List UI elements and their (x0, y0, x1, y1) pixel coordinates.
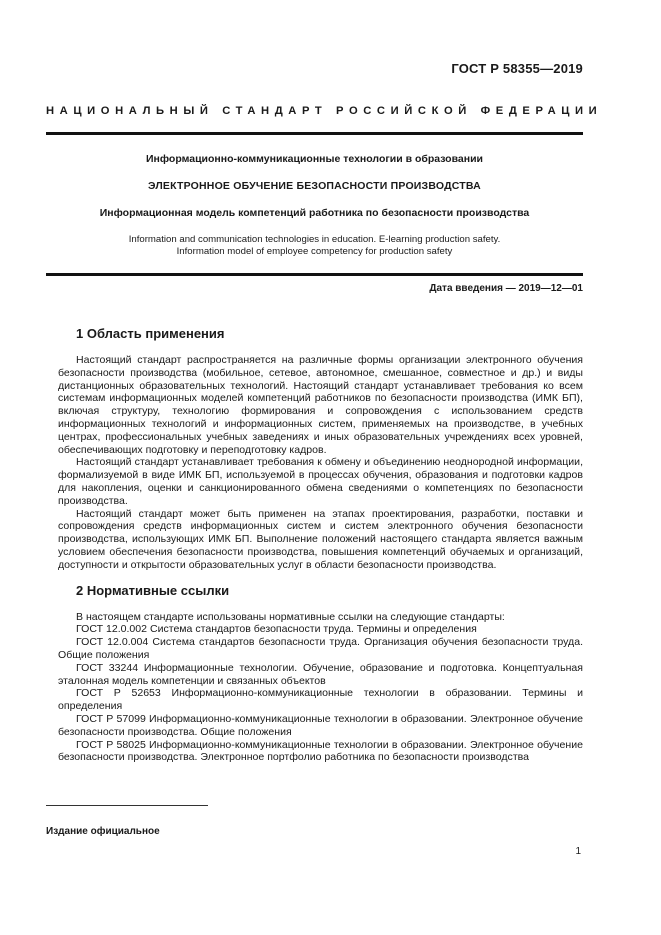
edition-label: Издание официальное (46, 826, 160, 837)
title-english-line-2: Information model of employee competency for production safety (176, 246, 453, 257)
title-line-main: ЭЛЕКТРОННОЕ ОБУЧЕНИЕ БЕЗОПАСНОСТИ ПРОИЗВОДСТВА (148, 180, 481, 192)
references-intro: В настоящем стандарте использованы нормативные ссылки на следующие стандарты: (76, 610, 505, 623)
footer-rule (46, 805, 208, 806)
page-number: 1 (575, 846, 581, 857)
reference-item: ГОСТ 33244 Информационные технологии. Обучение, образование и подготовка. Концептуальная эталонная модель компетенции и связанных объектов (58, 661, 583, 687)
reference-item: ГОСТ 12.0.004 Система стандартов безопасности труда. Организация обучения безопасности труда. Общие положения (58, 636, 583, 661)
national-standard-title: НАЦИОНАЛЬНЫЙ СТАНДАРТ РОССИЙСКОЙ ФЕДЕРАЦИИ (46, 105, 603, 117)
standard-number: ГОСТ Р 58355—2019 (451, 61, 583, 76)
reference-item: ГОСТ 12.0.002 Система стандартов безопасности труда. Термины и определения (76, 623, 477, 636)
scope-paragraph: Настоящий стандарт устанавливает требования к обмену и объединению неоднородной информации, формализуемой в виде ИМК БП, используемой в процессах обучения, образования и подготовки кадров для накопления, оценки и санкционированного обмена сведениями о компетенциях по безопасности производства. (58, 456, 583, 507)
reference-item: ГОСТ Р 58025 Информационно-коммуникационные технологии в образовании. Электронное обучение безопасности производства. Электронное портфолио работника по безопасности производства (58, 738, 583, 764)
title-line-sub: Информационная модель компетенций работника по безопасности производства (99, 207, 530, 219)
scope-paragraph: Настоящий стандарт распространяется на различные формы организации электронного обучения безопасности производства (мобильное, сетевое, автономное, смешанное, совместное и др.) и виды дистанционных образовательных технологий. Настоящий стандарт устанавливает требования ко всем системам информационных моделей компетенций работников по безопасности производства (ИМК БП), включая структуру, технологию формирования и сопровождения с использованием средств информационных технологий и информационных систем, применяемых на производстве, в учебных центрах, профессиональных учебных заведениях и иных образовательных учреждениях всех уровней, обеспечивающих подготовку и переподготовку кадров. (58, 354, 583, 456)
title-line-domain: Информационно-коммуникационные технологии в образовании (145, 153, 484, 165)
title-bottom-rule (46, 273, 583, 276)
section-normative-references (58, 583, 583, 765)
reference-item: ГОСТ Р 57099 Информационно-коммуникационные технологии в образовании. Электронное обучение безопасности производства. Общие положения (58, 712, 583, 738)
section-heading-scope: 1 Область применения (76, 326, 225, 341)
document-body (58, 326, 583, 764)
scope-paragraph: Настоящий стандарт может быть применен на этапах проектирования, разработки, поставки и сопровождения средств информационных систем и систем электронного обучения безопасности производства, использующих ИМК БП. Выполнение положений настоящего стандарта является важным условием обеспечения безопасности производства, повышения компетенций обучаемых и организаций, доступности и открытости образовательных услуг в области безопасности производства. (58, 507, 583, 571)
title-english-line-1: Information and communication technologies in education. E-learning production safety. (128, 234, 501, 245)
reference-item: ГОСТ Р 52653 Информационно-коммуникационные технологии в образовании. Термины и определения (58, 687, 583, 713)
top-rule (46, 132, 583, 135)
introduction-date: Дата введения — 2019—12—01 (429, 283, 583, 294)
section-heading-references: 2 Нормативные ссылки (76, 582, 230, 598)
